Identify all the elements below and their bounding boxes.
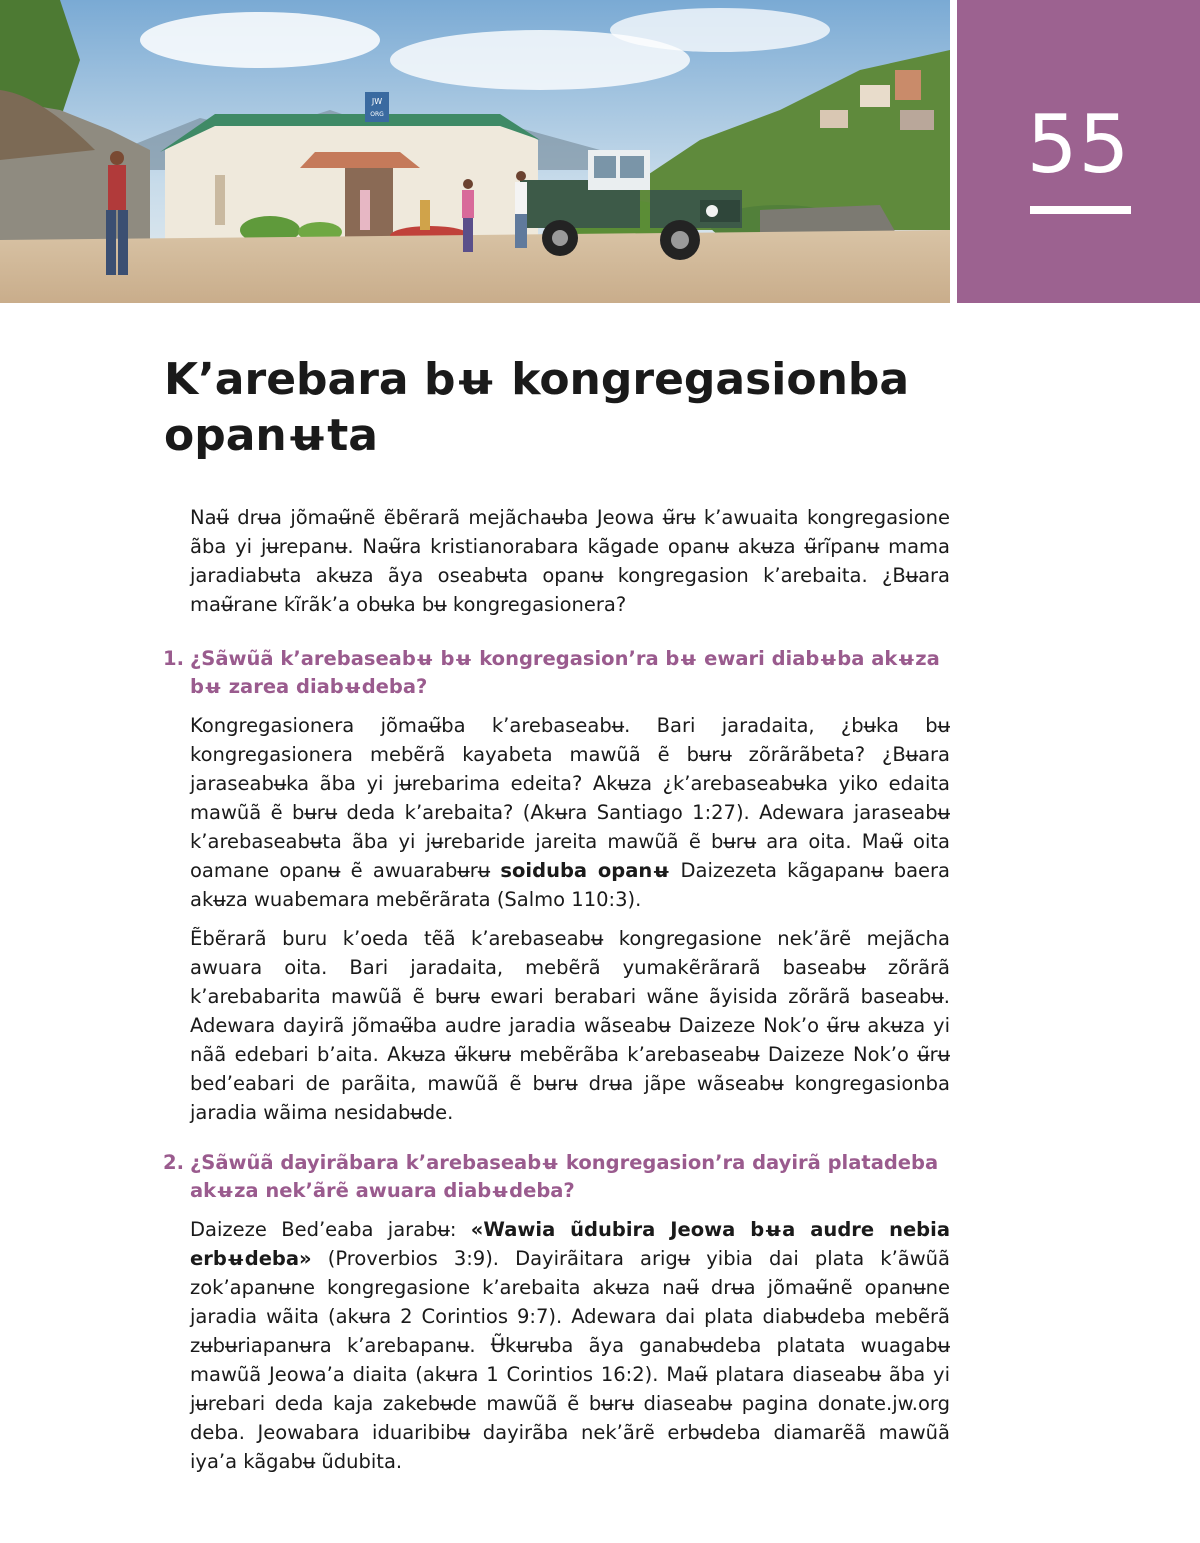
question-number: 2. xyxy=(163,1151,184,1174)
lesson-tab xyxy=(957,0,1200,303)
emphasis-text: «Wawia ũdubira Jeowa bʉa audre nebia erbʉdeba» xyxy=(190,1218,950,1270)
title-line-1: K’arebara bʉ kongregasionba xyxy=(164,354,910,405)
answer-paragraph xyxy=(190,1215,950,1476)
emphasis-text: soiduba opanʉ xyxy=(500,859,671,882)
svg-text:ORG: ORG xyxy=(370,111,384,118)
lesson-content xyxy=(163,503,950,1498)
page-title xyxy=(164,352,964,464)
paragraph-text: Daizeze Bed’eaba jarabʉ: xyxy=(190,1218,457,1241)
paragraph-text: Daizezeta kãgapanʉ baera akʉza wuabemara mebẽrãrata (Salmo 110:3). xyxy=(190,859,950,911)
section-2 xyxy=(163,1149,950,1476)
question-1 xyxy=(163,645,950,701)
answer-paragraph xyxy=(190,711,950,914)
hero-photo xyxy=(0,0,950,303)
question-text: ¿Sãwũã k’arebaseabʉ bʉ kongregasion’ra bʉ ewari diabʉba akʉza bʉ zarea diabʉdeba? xyxy=(190,647,940,698)
lesson-underline xyxy=(1030,206,1131,214)
intro-paragraph: Naʉ̃ drʉa jõmaʉ̃nẽ ẽbẽrarã mejãchaʉba Jeowa ʉ̃rʉ k’awuaita kongregasione ãba yi jʉrepanʉ. Naʉ̃ra kristianorabara kãgade opanʉ akʉza ʉ̃rĩpanʉ mama jaradiabʉta akʉza ãya oseabʉta opanʉ kongregasion k’arebaita. ¿Bʉara maʉ̃rane kĩrãk’a obʉka bʉ kongregasionera? xyxy=(190,506,950,616)
question-2 xyxy=(163,1149,950,1205)
paragraph-text: (Proverbios 3:9). Dayirãitara arigʉ yibia dai plata k’ãwũã zok’apanʉne kongregasione k’arebaita akʉza naʉ̃ drʉa jõmaʉ̃nẽ opanʉne jaradia wãita (akʉra 2 Corintios 9:7). Adewara dai plata diabʉdeba mebẽrã zʉbʉriapanʉra k’arebapanʉ. Ʉ̃kʉrʉba ãya ganabʉdeba platata wuagabʉ mawũã Jeowa’a diaita (akʉra 1 Corintios 16:2). Maʉ̃ platara diaseabʉ ãba yi jʉrebari deda kaja zakebʉde mawũã ẽ bʉrʉ diaseabʉ pagina donate.jw.org deba. Jeowabara iduaribibʉ dayirãba nek’ãrẽ erbʉdeba diamarẽã mawũã iya’a kãgabʉ ũdubita. xyxy=(190,1247,950,1473)
title-line-2: opanʉta xyxy=(164,410,378,461)
section-1 xyxy=(163,645,950,1127)
question-text: ¿Sãwũã dayirãbara k’arebaseabʉ kongregasion’ra dayirã platadeba akʉza nek’ãrẽ awuara diabʉdeba? xyxy=(190,1151,939,1202)
question-number: 1. xyxy=(163,647,184,670)
answer-paragraph: Ẽbẽrarã buru k’oeda tẽã k’arebaseabʉ kongregasione nek’ãrẽ mejãcha awuara oita. Bari jaradaita, mebẽrã yumakẽrãrarã baseabʉ zõrãrã k’arebabarita mawũã ẽ bʉrʉ ewari berabari wãne ãyisida zõrãrã baseabʉ. Adewara dayirã jõmaʉ̃ba audre jaradia wãseabʉ Daizeze Nok’o ʉ̃rʉ akʉza yi nãã edebari b’aita. Akʉza ʉ̃kʉrʉ mebẽrãba k’arebaseabʉ Daizeze Nok’o ʉ̃rʉ bed’eabari de parãita, mawũã ẽ bʉrʉ drʉa jãpe wãseabʉ kongregasionba jaradia wãima nesidabʉde. xyxy=(190,927,950,1124)
svg-text:JW: JW xyxy=(371,97,383,106)
paragraph-text: Kongregasionera jõmaʉ̃ba k’arebaseabʉ. Bari jaradaita, ¿bʉka bʉ kongregasionera mebẽrã kayabeta mawũã ẽ bʉrʉ zõrãrãbeta? ¿Bʉara jaraseabʉka ãba yi jʉrebarima edeita? Akʉza ¿k’arebaseabʉka yiko edaita mawũã ẽ bʉrʉ deda k’arebaita? (Akʉra Santiago 1:27). Adewara jaraseabʉ k’arebaseabʉta ãba yi jʉrebaride jareita mawũã ẽ bʉrʉ ara oita. Maʉ̃ oita oamane opanʉ ẽ awuarabʉrʉ xyxy=(190,714,950,882)
lesson-number: 55 xyxy=(1026,98,1131,191)
